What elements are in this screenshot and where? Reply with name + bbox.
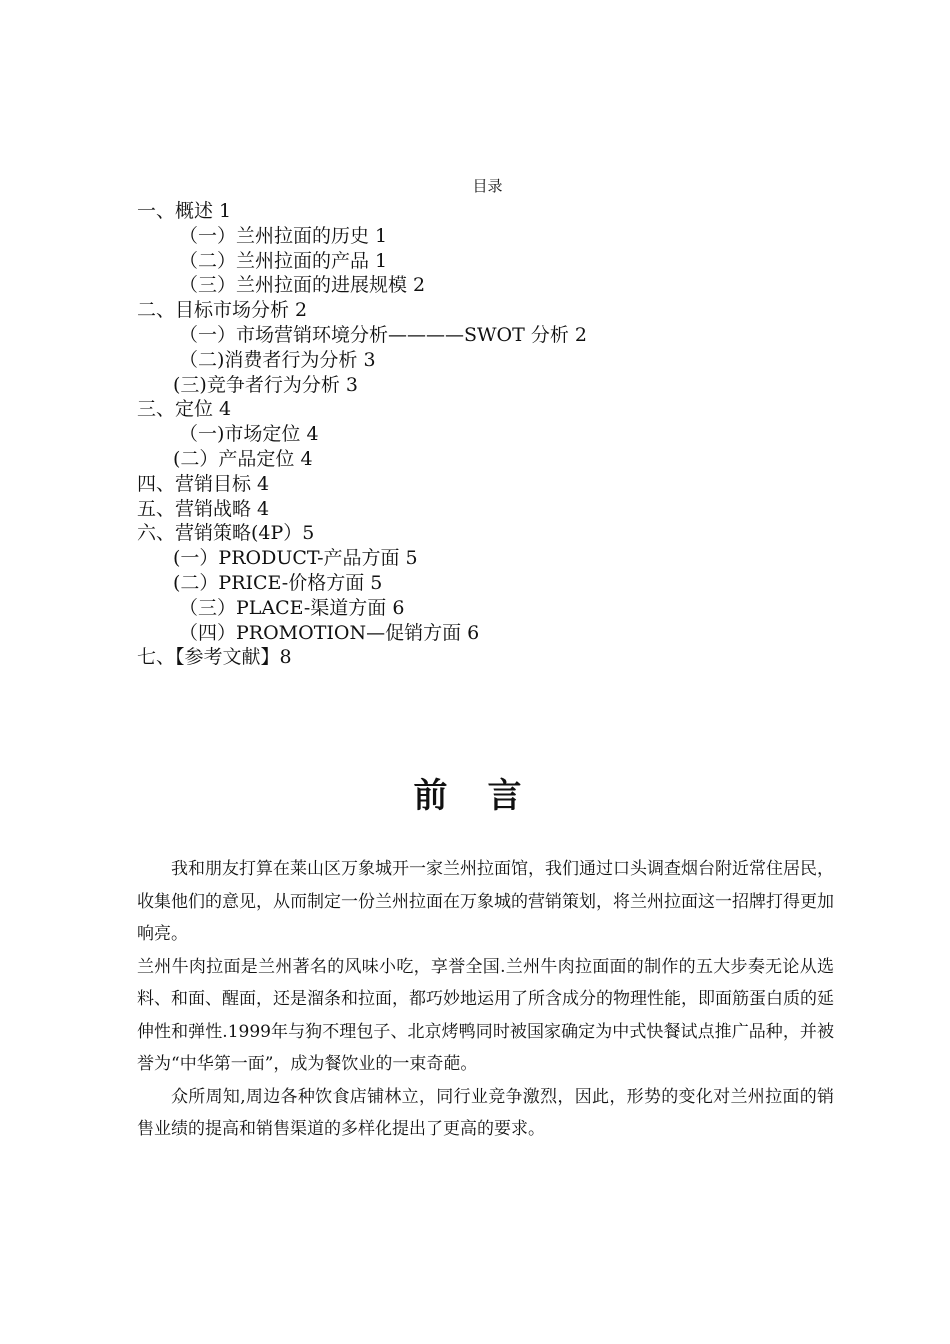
toc-item[interactable]: （一）市场营销环境分析————SWOT 分析 2 <box>179 323 587 346</box>
toc-item[interactable]: （二）兰州拉面的产品 1 <box>179 249 388 272</box>
preface-paragraph: 兰州牛肉拉面是兰州著名的风味小吃，享誉全国.兰州牛肉拉面面的制作的五大步奏无论从选料、和面、醒面，还是溜条和拉面，都巧妙地运用了所含成分的物理性能，即面筋蛋白质的延伸性和弹性.1999年与狗不理包子、北京烤鸭同时被国家确定为中式快餐试点推广品种，并被誉为“中华第一面”，成为餐饮业的一束奇葩。 <box>137 956 834 1074</box>
preface-paragraph: 我和朋友打算在莱山区万象城开一家兰州拉面馆，我们通过口头调查烟台附近常住居民，收集他们的意见，从而制定一份兰州拉面在万象城的营销策划，将兰州拉面这一招牌打得更加响亮。 <box>137 859 834 944</box>
table-of-contents <box>137 199 837 670</box>
toc-item[interactable]: 四、营销目标 4 <box>137 472 270 495</box>
toc-item[interactable]: (二）产品定位 4 <box>173 447 313 470</box>
toc-item[interactable]: （三）PLACE-渠道方面 6 <box>179 596 405 619</box>
toc-item[interactable]: (三)竞争者行为分析 3 <box>173 373 358 396</box>
toc-item[interactable]: （四）PROMOTION—促销方面 6 <box>179 621 480 644</box>
preface-paragraph: 众所周知,周边各种饮食店铺林立，同行业竞争激烈，因此，形势的变化对兰州拉面的销售业绩的提高和销售渠道的多样化提出了更高的要求。 <box>137 1086 834 1139</box>
preface-body <box>137 853 834 1146</box>
toc-item[interactable]: 七、【参考文献】8 <box>137 646 292 669</box>
toc-item[interactable]: （三）兰州拉面的进展规模 2 <box>179 274 426 297</box>
toc-item[interactable]: 六、营销策略(4P）5 <box>137 522 315 545</box>
toc-item[interactable]: 一、概述 1 <box>137 200 232 222</box>
toc-item[interactable]: （一）兰州拉面的历史 1 <box>179 224 388 247</box>
toc-title: 目录 <box>472 177 503 195</box>
toc-item[interactable]: 五、营销战略 4 <box>137 497 270 520</box>
toc-item[interactable]: (二）PRICE-价格方面 5 <box>173 571 383 594</box>
preface-title: 前言 <box>413 776 562 816</box>
toc-item[interactable]: （一)市场定位 4 <box>179 423 319 446</box>
toc-item[interactable]: (一）PRODUCT-产品方面 5 <box>173 547 418 570</box>
toc-item[interactable]: （二)消费者行为分析 3 <box>179 348 376 371</box>
toc-item[interactable]: 三、定位 4 <box>137 398 232 421</box>
toc-item[interactable]: 二、目标市场分析 2 <box>137 299 308 322</box>
